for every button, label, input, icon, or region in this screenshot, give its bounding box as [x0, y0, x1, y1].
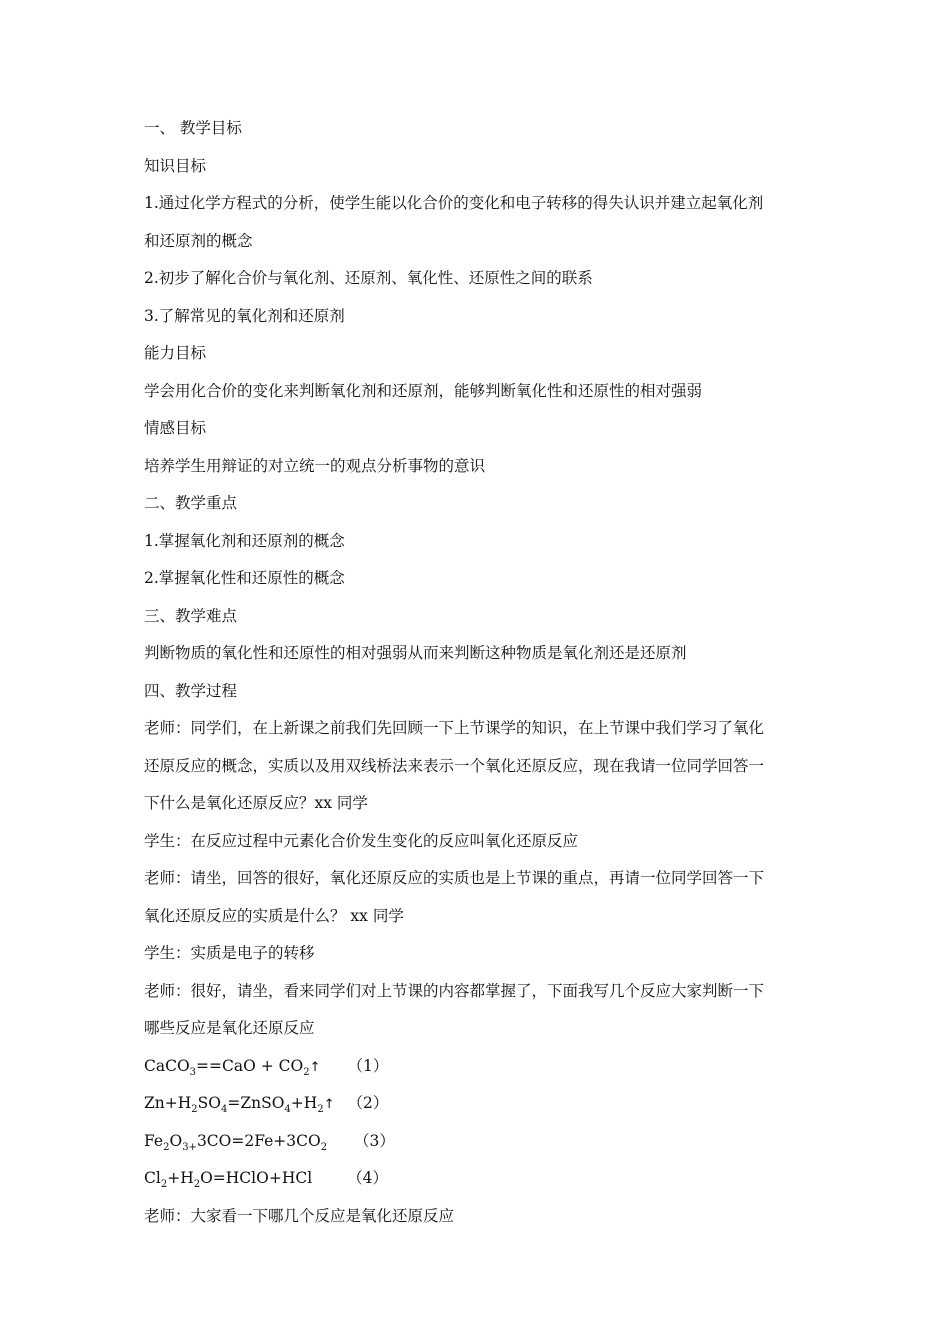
equation-4-number: （4）	[347, 1169, 388, 1187]
teacher-line-3b: 哪些反应是氧化还原反应	[144, 1019, 315, 1037]
knowledge-goal-3: 3.了解常见的氧化剂和还原剂	[144, 307, 345, 325]
equation-1: CaCO$_3$==CaO + $CO_2↑$ （1）	[144, 1057, 389, 1078]
knowledge-goal-2: 2.初步了解化合价与氧化剂、还原剂、氧化性、还原性之间的联系	[144, 269, 593, 287]
up-arrow-icon: ↑	[323, 1097, 335, 1112]
student-line-2: 学生：实质是电子的转移	[144, 944, 315, 962]
knowledge-goal-1-line-2: 和还原剂的概念	[144, 232, 253, 250]
section-4-title: 四、教学过程	[144, 682, 238, 700]
teacher-line-1c: 下什么是氧化还原反应？xx 同学	[144, 794, 368, 812]
teacher-line-4: 老师：大家看一下哪几个反应是氧化还原反应	[144, 1207, 455, 1225]
emotion-goals-title: 情感目标	[144, 419, 207, 437]
difficulty-1: 判断物质的氧化性和还原性的相对强弱从而来判断这种物质是氧化剂还是还原剂	[144, 644, 687, 662]
ability-goals-title: 能力目标	[144, 344, 207, 362]
teacher-line-2a: 老师：请坐，回答的很好，氧化还原反应的实质也是上节课的重点，再请一位同学回答一下	[144, 869, 765, 887]
section-3-title: 三、教学难点	[144, 607, 238, 625]
teacher-line-3a: 老师：很好，请坐，看来同学们对上节课的内容都掌握了，下面我写几个反应大家判断一下	[144, 982, 765, 1000]
teacher-line-1b: 还原反应的概念，实质以及用双线桥法来表示一个氧化还原反应，现在我请一位同学回答一	[144, 757, 765, 775]
equation-4: $Cl_2+H_2O=HClO+HCl$ （4）	[144, 1169, 388, 1190]
section-1-title: 一、 教学目标	[144, 119, 242, 137]
knowledge-goals-title: 知识目标	[144, 157, 207, 175]
key-point-1: 1.掌握氧化剂和还原剂的概念	[144, 532, 345, 550]
up-arrow-icon: ↑	[309, 1060, 321, 1075]
student-line-1: 学生：在反应过程中元素化合价发生变化的反应叫氧化还原反应	[144, 832, 579, 850]
knowledge-goal-1-line-1: 1.通过化学方程式的分析，使学生能以化合价的变化和电子转移的得失认识并建立起氧化剂	[144, 194, 764, 212]
teacher-line-1a: 老师：同学们，在上新课之前我们先回顾一下上节课学的知识，在上节课中我们学习了氧化	[144, 719, 765, 737]
teacher-line-2b: 氧化还原反应的实质是什么？ xx 同学	[144, 907, 404, 925]
equation-3-number: （3）	[354, 1132, 395, 1150]
ability-goal-1: 学会用化合价的变化来判断氧化剂和还原剂，能够判断氧化性和还原性的相对强弱	[144, 382, 703, 400]
section-2-title: 二、教学重点	[144, 494, 238, 512]
key-point-2: 2.掌握氧化性和还原性的概念	[144, 569, 345, 587]
equation-3: $Fe_2O_{3+}3CO=2Fe+3CO_2$ （3）	[144, 1132, 395, 1153]
equation-2-number: （2）	[347, 1094, 389, 1112]
equation-2: $Zn+H_2SO_4=ZnSO_4+H_2↑$ （2）	[144, 1094, 389, 1115]
emotion-goal-1: 培养学生用辩证的对立统一的观点分析事物的意识	[144, 457, 486, 475]
equation-1-number: （1）	[347, 1057, 389, 1075]
